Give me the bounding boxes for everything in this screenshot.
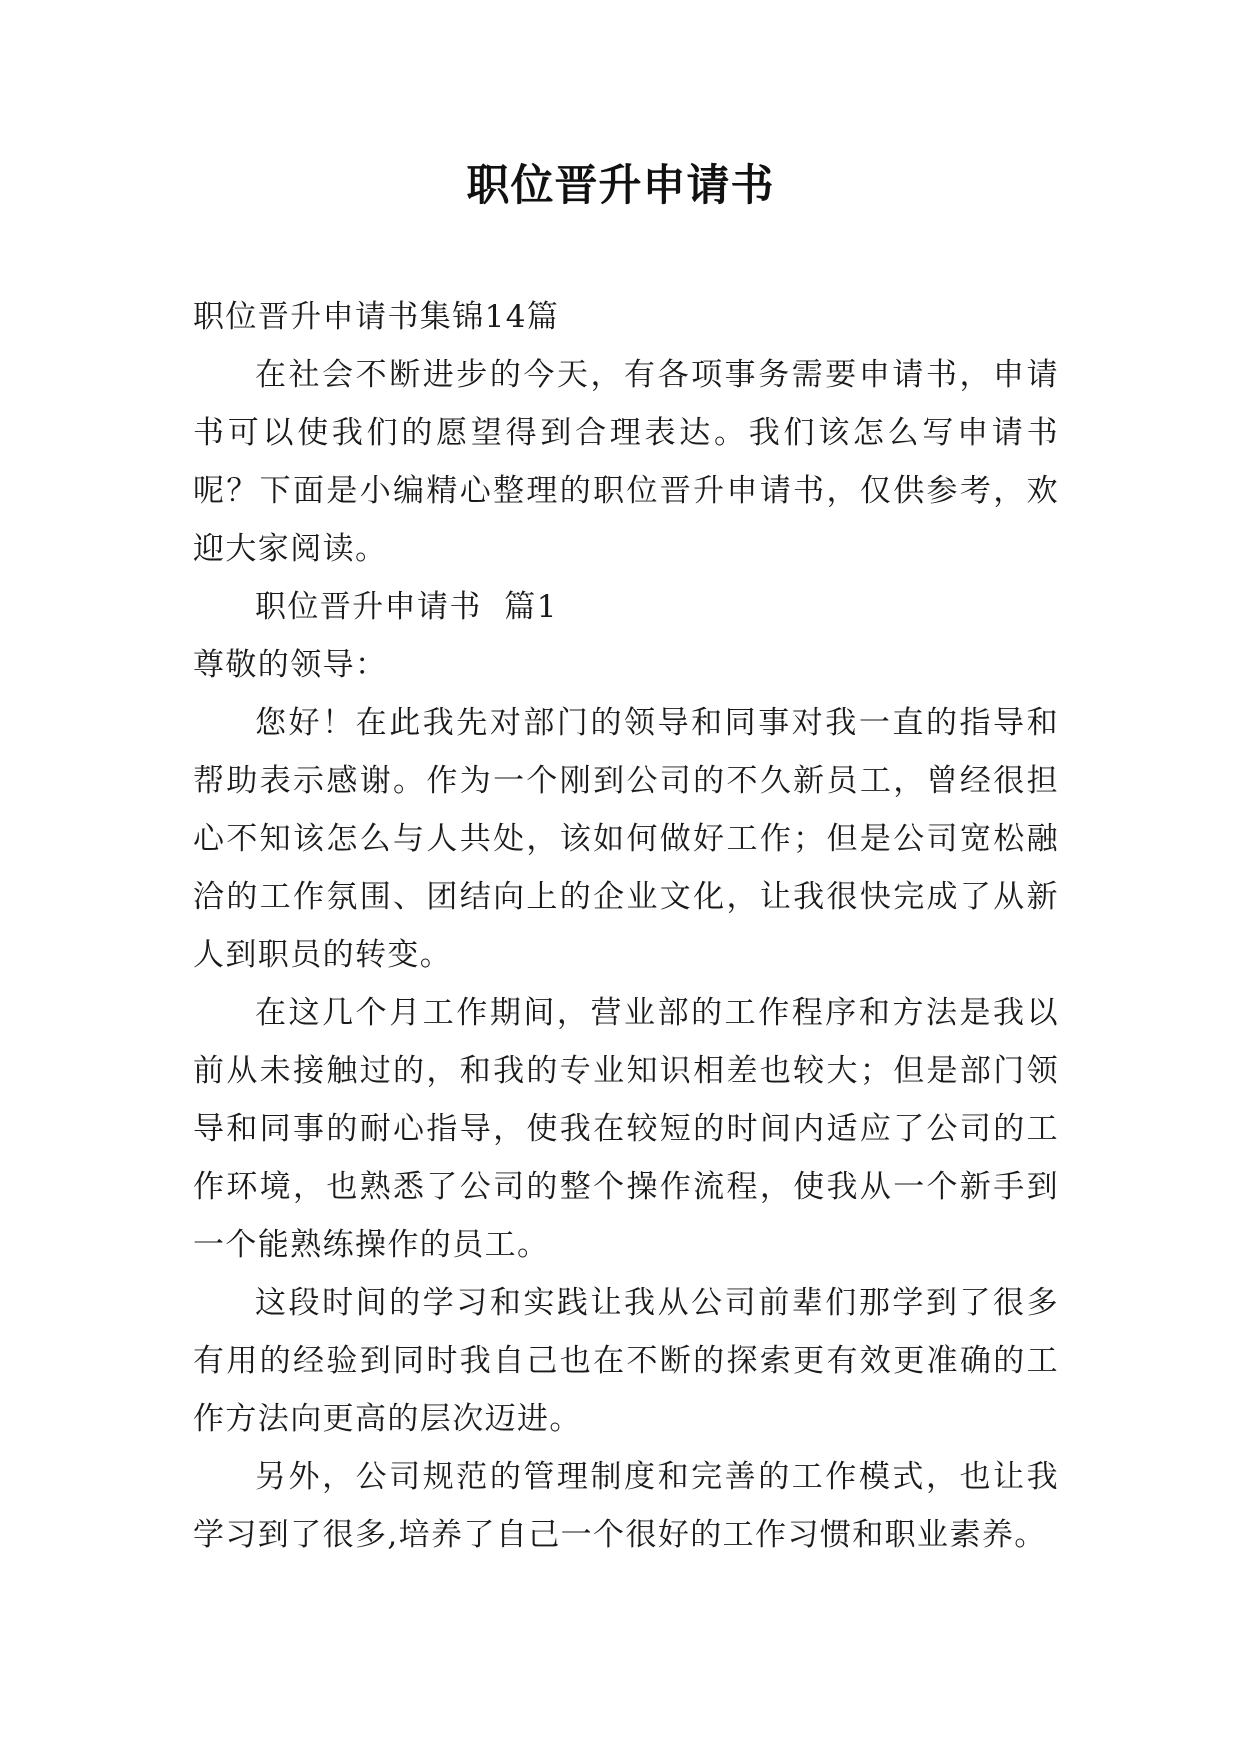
body-paragraph: 另外，公司规范的管理制度和完善的工作模式，也让我学习到了很多,培养了自己一个很好的工作习惯和职业素养。 <box>193 1459 1059 1553</box>
body-paragraph: 您好！在此我先对部门的领导和同事对我一直的指导和帮助表示感谢。作为一个刚到公司的不久新员工，曾经很担心不知该怎么与人共处，该如何做好工作；但是公司宽松融洽的工作氛围、团结向上的企业文化，让我很快完成了从新人到职员的转变。 <box>193 705 1059 973</box>
body-paragraph: 这段时间的学习和实践让我从公司前辈们那学到了很多有用的经验到同时我自己也在不断的探索更有效更准确的工作方法向更高的层次迈进。 <box>193 1285 1059 1437</box>
document-title: 职位晋升申请书 <box>466 161 775 211</box>
body-paragraph: 在这几个月工作期间，营业部的工作程序和方法是我以前从未接触过的，和我的专业知识相差也较大；但是部门领导和同事的耐心指导，使我在较短的时间内适应了公司的工作环境，也熟悉了公司的整个操作流程，使我从一个新手到一个能熟练操作的员工。 <box>193 995 1059 1263</box>
section-heading: 职位晋升申请书 篇1 <box>255 589 558 625</box>
document-body <box>193 288 1059 1564</box>
document-subtitle: 职位晋升申请书集锦14篇 <box>193 299 560 335</box>
salutation: 尊敬的领导： <box>193 647 388 683</box>
intro-paragraph: 在社会不断进步的今天，有各项事务需要申请书，申请书可以使我们的愿望得到合理表达。我们该怎么写申请书呢？下面是小编精心整理的职位晋升申请书，仅供参考，欢迎大家阅读。 <box>193 357 1059 567</box>
